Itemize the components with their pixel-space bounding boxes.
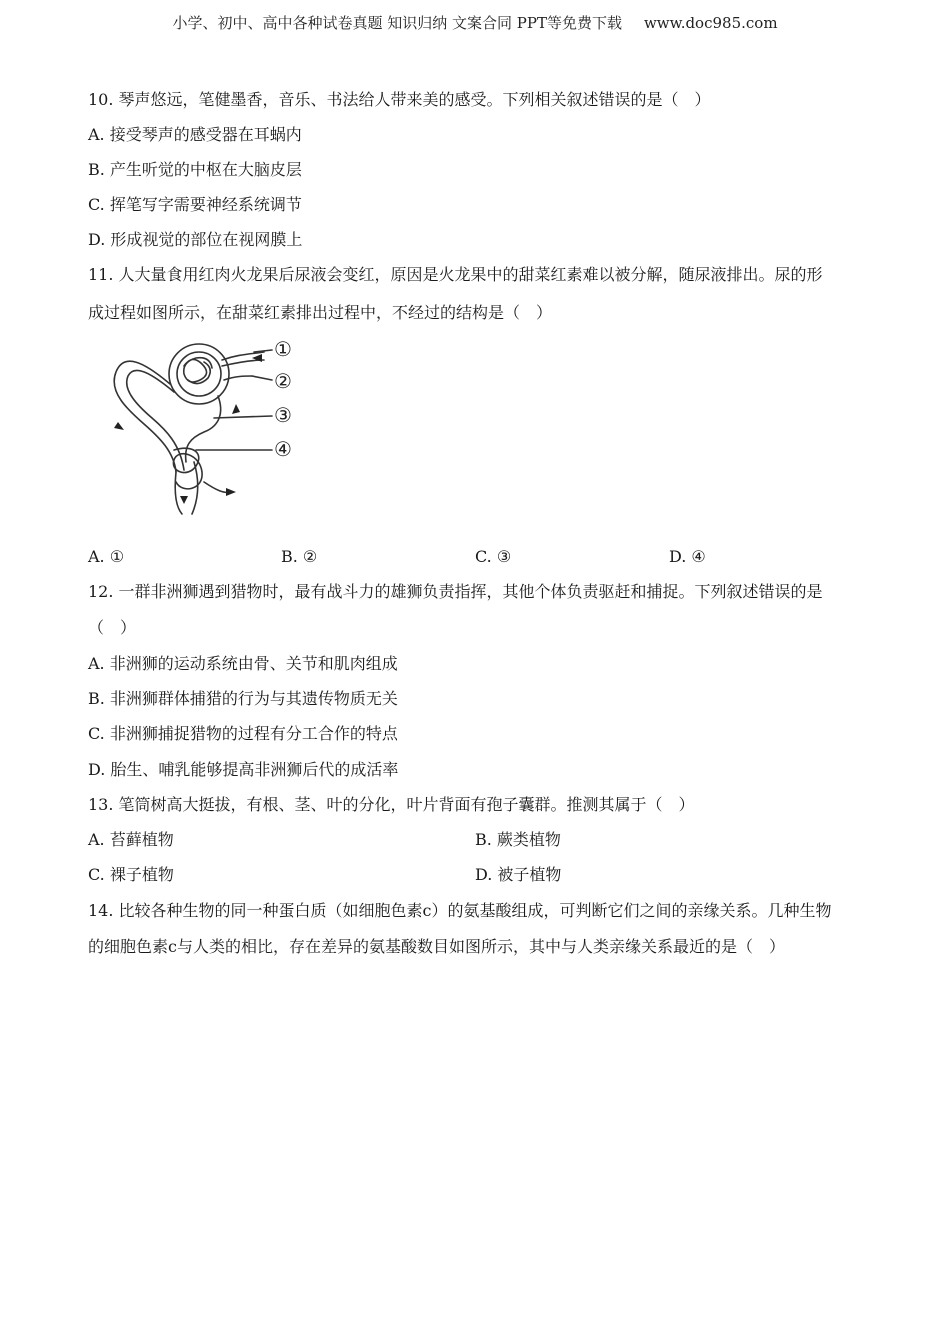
q10-option-d[interactable]: D. 形成视觉的部位在视网膜上 (88, 230, 303, 249)
arrow-flow-right-icon (232, 404, 240, 414)
figure-label-2: ② (274, 369, 292, 393)
q11-option-c[interactable]: C. ③ (475, 547, 512, 566)
figure-label-3: ③ (274, 403, 292, 427)
label-2-line (252, 376, 272, 380)
q11-option-a[interactable]: A. ① (88, 547, 125, 566)
renal-tubule-outer (114, 361, 176, 472)
label-3-line (214, 416, 272, 418)
q12-option-a[interactable]: A. 非洲狮的运动系统由骨、关节和肌肉组成 (88, 654, 398, 673)
figure-label-4: ④ (274, 437, 292, 461)
q12-stem-line2: （ ） (88, 618, 137, 637)
q11-stem-line1: 11. 人大量食用红肉火龙果后尿液会变红，原因是火龙果中的甜菜红素难以被分解，随尿液排出。尿的形 (88, 265, 823, 284)
q13-option-b[interactable]: B. 蕨类植物 (475, 830, 561, 849)
q10-option-a[interactable]: A. 接受琴声的感受器在耳蜗内 (88, 125, 302, 144)
renal-tubule-inner (127, 370, 184, 470)
q13-option-a[interactable]: A. 苔藓植物 (88, 830, 174, 849)
q14-stem-line2: 的细胞色素c与人类的相比，存在差异的氨基酸数目如图所示，其中与人类亲缘关系最近的是（ ） (88, 937, 785, 956)
q14-stem-line1: 14. 比较各种生物的同一种蛋白质（如细胞色素c）的氨基酸组成，可判断它们之间的亲缘关系。几种生物 (88, 901, 832, 920)
distal-tubule (186, 396, 221, 462)
figure-label-1: ① (274, 337, 292, 361)
q11-option-b[interactable]: B. ② (281, 547, 318, 566)
q12-option-d[interactable]: D. 胎生、哺乳能够提高非洲狮后代的成活率 (88, 760, 399, 779)
q11-option-d[interactable]: D. ④ (669, 547, 706, 566)
afferent-arteriole-wall (222, 360, 264, 366)
nephron-diagram (104, 332, 304, 522)
page-header (0, 12, 950, 33)
q13-option-d[interactable]: D. 被子植物 (475, 865, 562, 884)
q10-option-b[interactable]: B. 产生听觉的中枢在大脑皮层 (88, 160, 302, 179)
label-1-line (254, 350, 272, 352)
q10-option-c[interactable]: C. 挥笔写字需要神经系统调节 (88, 195, 302, 214)
collecting-duct-left (175, 472, 182, 514)
q12-option-c[interactable]: C. 非洲狮捕捉猎物的过程有分工合作的特点 (88, 724, 398, 743)
arrow-down-icon (180, 496, 188, 504)
header-url[interactable]: www.doc985.com (643, 14, 778, 32)
q11-stem-line2: 成过程如图所示，在甜菜红素排出过程中，不经过的结构是（ ） (88, 303, 553, 322)
q13-stem: 13. 笔筒树高大挺拔，有根、茎、叶的分化，叶片背面有孢子囊群。推测其属于（ ） (88, 795, 695, 814)
arrow-flow-left-icon (114, 422, 124, 430)
header-text: 小学、初中、高中各种试卷真题 知识归纳 文案合同 PPT等免费下载 (172, 14, 622, 32)
renal-capsule (169, 344, 229, 404)
q10-stem: 10. 琴声悠远，笔健墨香，音乐、书法给人带来美的感受。下列相关叙述错误的是（ ） (88, 90, 711, 109)
q12-stem-line1: 12. 一群非洲狮遇到猎物时，最有战斗力的雄狮负责指挥，其他个体负责驱赶和捕捉。下列叙述错误的是 (88, 582, 823, 601)
q13-option-c[interactable]: C. 裸子植物 (88, 865, 174, 884)
arrow-out-icon (226, 488, 236, 496)
q12-option-b[interactable]: B. 非洲狮群体捕猎的行为与其遗传物质无关 (88, 689, 398, 708)
